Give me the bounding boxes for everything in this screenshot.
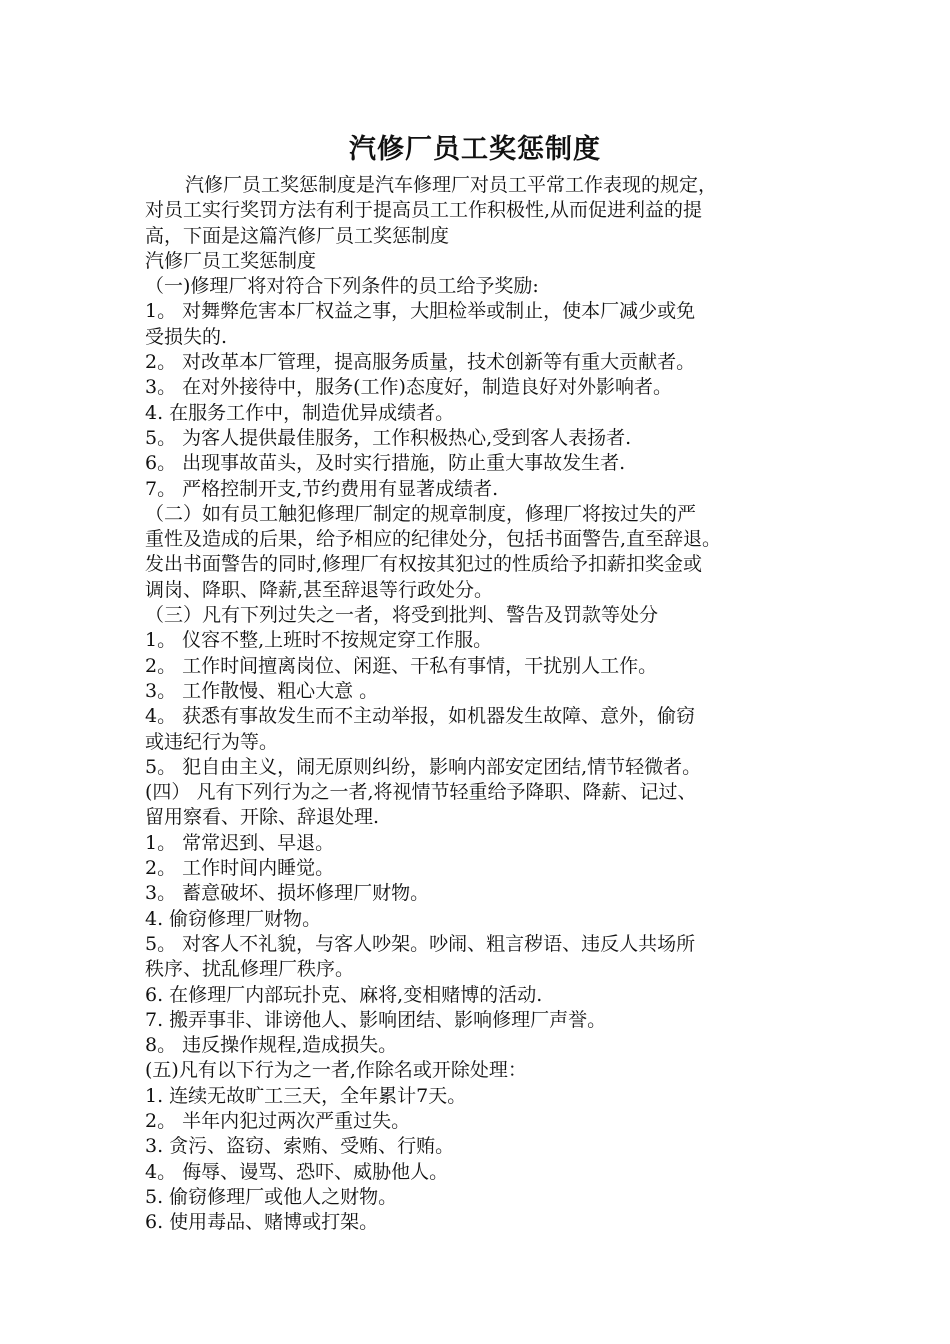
text-line: 4。 获悉有事故发生而不主动举报，如机器发生故障、意外，偷窃 <box>145 705 696 728</box>
text-line: 秩序、扰乱修理厂秩序。 <box>145 958 355 981</box>
text-line: 4。 侮辱、谩骂、恐吓、威胁他人。 <box>145 1160 449 1183</box>
text-line: 2。 对改革本厂管理，提高服务质量，技术创新等有重大贡献者。 <box>145 351 696 374</box>
text-line: 3. 贪污、盗窃、索贿、受贿、行贿。 <box>145 1135 455 1158</box>
text-line: 7。 严格控制开支,节约费用有显著成绩者. <box>145 477 499 500</box>
text-line: 3。 工作散慢、粗心大意 。 <box>145 679 379 702</box>
text-line: 6. 在修理厂内部玩扑克、麻将,变相赌博的活动. <box>145 983 543 1006</box>
text-line: 对员工实行奖罚方法有利于提高员工工作积极性,从而促进利益的提 <box>145 199 703 222</box>
text-line: 1。 常常迟到、早退。 <box>145 831 335 854</box>
text-line: (四） 凡有下列行为之一者,将视情节轻重给予降职、降薪、记过、 <box>145 781 697 804</box>
text-line: 4. 在服务工作中，制造优异成绩者。 <box>145 401 455 424</box>
text-line: 5. 偷窃修理厂或他人之财物。 <box>145 1185 398 1208</box>
text-line: (五)凡有以下行为之一者,作除名或开除处理： <box>145 1059 527 1082</box>
text-line: 5。 对客人不礼貌，与客人吵架。吵闹、粗言秽语、违反人共场所 <box>145 932 696 955</box>
text-line: 1。 仪容不整,上班时不按规定穿工作服。 <box>145 629 493 652</box>
text-line: 或违纪行为等。 <box>145 730 279 753</box>
text-line: 5。 犯自由主义，闹无原则纠纷，影响内部安定团结,情节轻微者。 <box>145 755 702 778</box>
text-line: 8。 违反操作规程,造成损失。 <box>145 1034 398 1057</box>
text-line: 汽修厂员工奖惩制度是汽车修理厂对员工平常工作表现的规定， <box>185 174 718 196</box>
text-line: 发出书面警告的同时,修理厂有权按其犯过的性质给予扣薪扣奖金或 <box>145 553 703 576</box>
text-line: 汽修厂员工奖惩制度 <box>145 249 317 272</box>
text-line: 留用察看、开除、辞退处理. <box>145 806 380 829</box>
text-line: 7. 搬弄事非、诽谤他人、影响团结、影响修理厂声誉。 <box>145 1008 607 1031</box>
text-line: （三）凡有下列过失之一者，将受到批判、警告及罚款等处分 <box>145 604 659 627</box>
text-line: 重性及造成的后果，给予相应的纪律处分，包括书面警告,直至辞退。 <box>145 528 722 551</box>
text-line: 2。 工作时间内睡觉。 <box>145 857 335 880</box>
text-line: 受损失的. <box>145 325 228 348</box>
text-line: 4. 偷窃修理厂财物。 <box>145 907 322 930</box>
text-line: 1。 对舞弊危害本厂权益之事，大胆检举或制止，使本厂减少或免 <box>145 300 696 323</box>
text-line: 2。 半年内犯过两次严重过失。 <box>145 1109 411 1132</box>
document-title: 汽修厂员工奖惩制度 <box>349 134 601 165</box>
text-line: （一)修理厂将对符合下列条件的员工给予奖励: <box>145 275 539 298</box>
text-line: 2。 工作时间擅离岗位、闲逛、干私有事情，干扰别人工作。 <box>145 654 658 677</box>
text-line: 3。 在对外接待中，服务(工作)态度好，制造良好对外影响者。 <box>145 376 672 399</box>
text-line: 6. 使用毒品、赌博或打架。 <box>145 1211 379 1234</box>
text-line: 5。 为客人提供最佳服务，工作积极热心,受到客人表扬者. <box>145 426 632 449</box>
text-line: 6。 出现事故苗头，及时实行措施，防止重大事故发生者. <box>145 452 626 475</box>
text-line: 调岗、降职、降薪,甚至辞退等行政处分。 <box>145 578 494 601</box>
document-body <box>145 173 809 1235</box>
text-line: 1. 连续无故旷工三天，全年累计7天。 <box>145 1084 467 1107</box>
text-line: （二）如有员工触犯修理厂制定的规章制度，修理厂将按过失的严 <box>145 502 697 525</box>
text-line: 高，下面是这篇汽修厂员工奖惩制度 <box>145 224 450 247</box>
text-line: 3。 蓄意破坏、损坏修理厂财物。 <box>145 882 430 905</box>
